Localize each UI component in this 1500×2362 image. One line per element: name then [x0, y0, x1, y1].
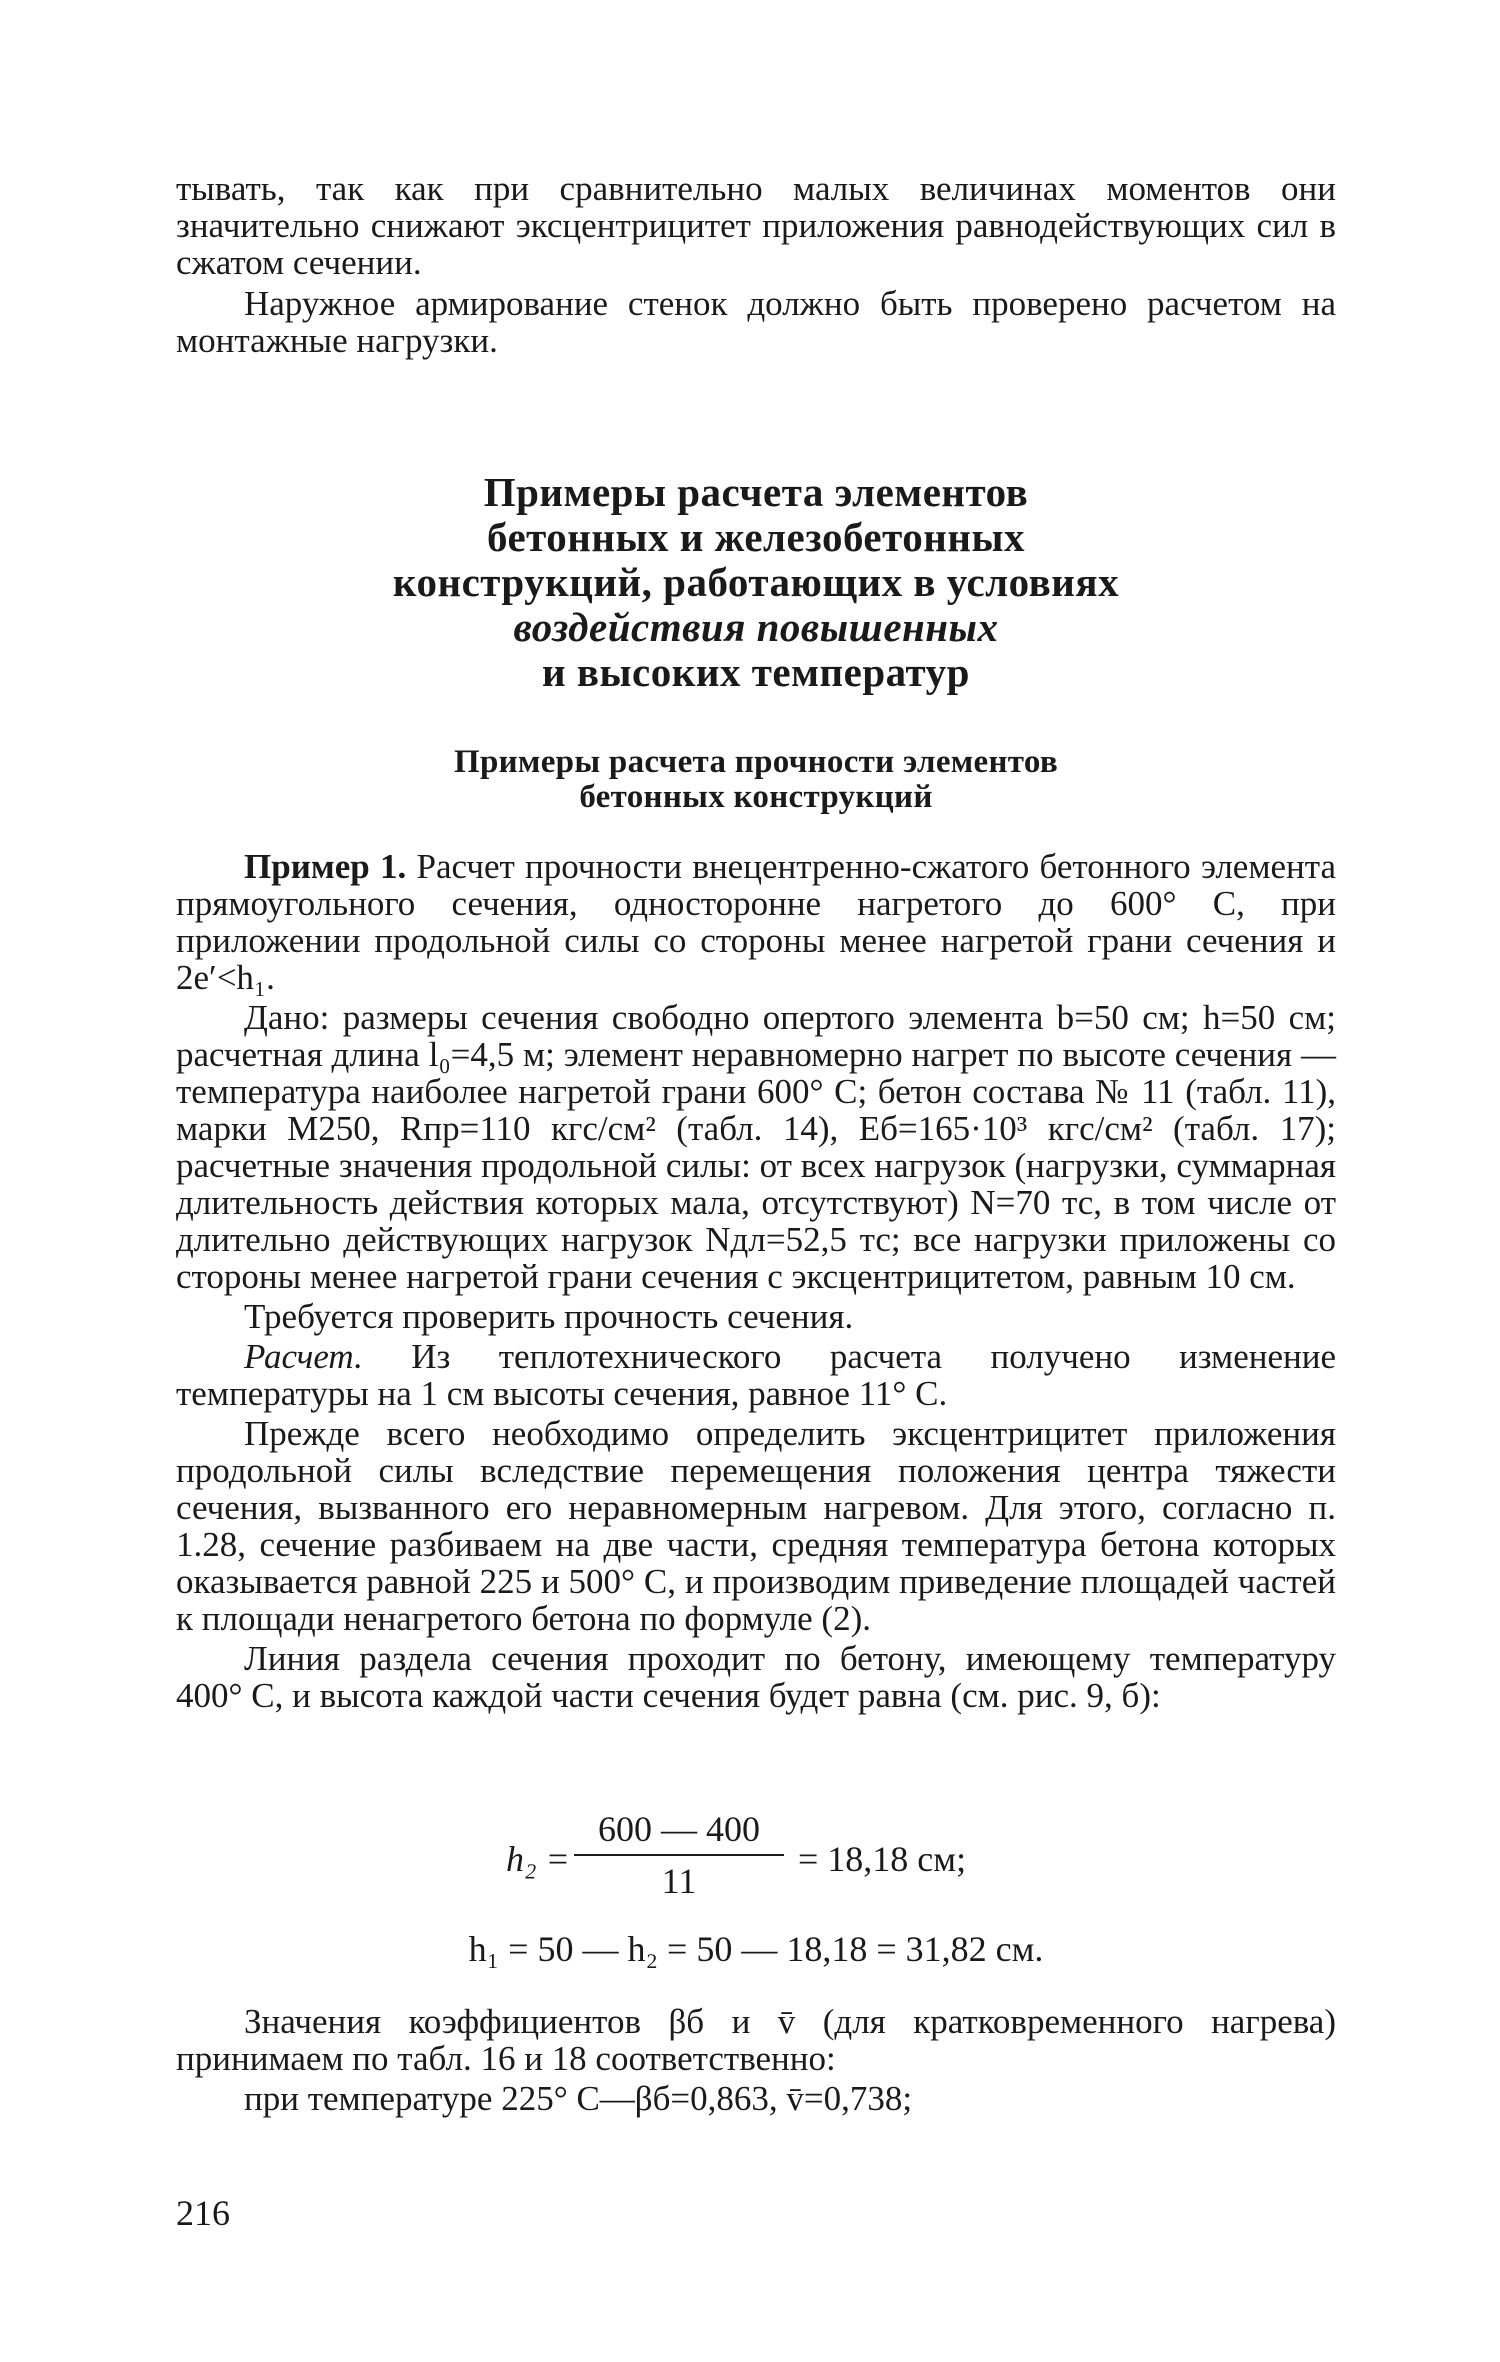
formula-h2-rhs: = 18,18 см;	[798, 1839, 967, 1879]
example-paragraph-division: Линия раздела сечения проходит по бетону, имеющему температуру 400° С, и высота каждой части сечения будет равна (см. рис. 9, б):	[176, 1639, 1336, 1715]
calc-text: Из теплотехнического расчета получено изменение температуры на 1 см высоты сечения, равное 11° С.	[176, 1337, 1336, 1413]
subsection-heading-line-1: Примеры расчета прочности элементов	[454, 744, 1058, 780]
example-paragraph-eccentricity: Прежде всего необходимо определить эксцентрицитет приложения продольной силы вследствие перемещения положения центра тяжести сечения, вызванного его неравномерным нагревом. Для этого, согласно п. 1.28, сечение разбиваем на две части, средняя температура бетона которых оказывается равной 225 и 500° С, и производим приведение площадей частей к площади ненагретого бетона по формуле (2).	[176, 1414, 1336, 1638]
intro-paragraph-2: Наружное армирование стенок должно быть проверено расчетом на монтажные нагрузки.	[176, 284, 1336, 360]
intro-text	[176, 170, 1336, 359]
section-heading-line-4: воздействия повышенных	[513, 604, 999, 650]
coefficients-paragraph: Значения коэффициентов βб и v̄ (для кратковременного нагрева) принимаем по табл. 16 и 18 соответственно:	[176, 2002, 1336, 2078]
example-label: Пример 1.	[244, 847, 407, 886]
page-number: 216	[176, 2193, 230, 2233]
example-paragraph-1	[176, 848, 1336, 996]
example-paragraph-task: Требуется проверить прочность сечения.	[244, 1297, 854, 1336]
section-heading-line-3: конструкций, работающих в условиях	[392, 559, 1120, 605]
section-heading-line-2: бетонных и железобетонных	[487, 514, 1025, 560]
formula-h2-denominator: 11	[661, 1861, 697, 1901]
example-paragraph-1-text: Расчет прочности внецентренно-сжатого бетонного элемента прямоугольного сечения, односторонне нагретого до 600° С, при приложении продольной силы со стороны менее нагретой грани сечения и 2e′<h₁.	[176, 847, 1337, 997]
formula-h2-lhs: h₂ =	[506, 1839, 570, 1879]
example-body	[176, 848, 1336, 1714]
example-paragraph-given: Дано: размеры сечения свободно опертого элемента b=50 см; h=50 см; расчетная длина l₀=4,5 м; элемент неравномерно нагрет по высоте сечения — температура наиболее нагретой грани 600° С; бетон состава № 11 (табл. 11), марки М250, Rпр=110 кгс/см² (табл. 14), Eб=165·10³ кгс/см² (табл. 17); расчетные значения продольной силы: от всех нагрузок (нагрузки, суммарная длительность действия которых мала, отсутствуют) N=70 тс, в том числе от длительно действующих нагрузок Nдл=52,5 тс; все нагрузки приложены со стороны менее нагретой грани сечения с эксцентрицитетом, равным 10 см.	[176, 998, 1336, 1296]
subsection-heading-line-2: бетонных конструкций	[579, 779, 933, 815]
formula-h1: h₁ = 50 — h₂ = 50 — 18,18 = 31,82 см.	[468, 1929, 1044, 1969]
coefficients-values: при температуре 225° С—βб=0,863, v̄=0,738;	[244, 2079, 913, 2118]
section-heading-line-1: Примеры расчета элементов	[483, 469, 1029, 515]
section-heading	[176, 470, 1336, 695]
example-paragraph-calc	[176, 1338, 1336, 1412]
calc-label: Расчет.	[244, 1337, 363, 1376]
section-heading-line-5: и высоких температур	[542, 649, 970, 695]
coefficients-text	[176, 2003, 1336, 2117]
formula-h2	[176, 1808, 1336, 1908]
intro-paragraph-1: тывать, так как при сравнительно малых величинах моментов они значительно снижают эксцентрицитет приложения равнодействующих сил в сжатом сечении.	[176, 169, 1336, 282]
subsection-heading	[176, 745, 1336, 815]
formula-h2-numerator: 600 — 400	[574, 1808, 784, 1856]
formula-h2-fraction	[574, 1808, 784, 1902]
